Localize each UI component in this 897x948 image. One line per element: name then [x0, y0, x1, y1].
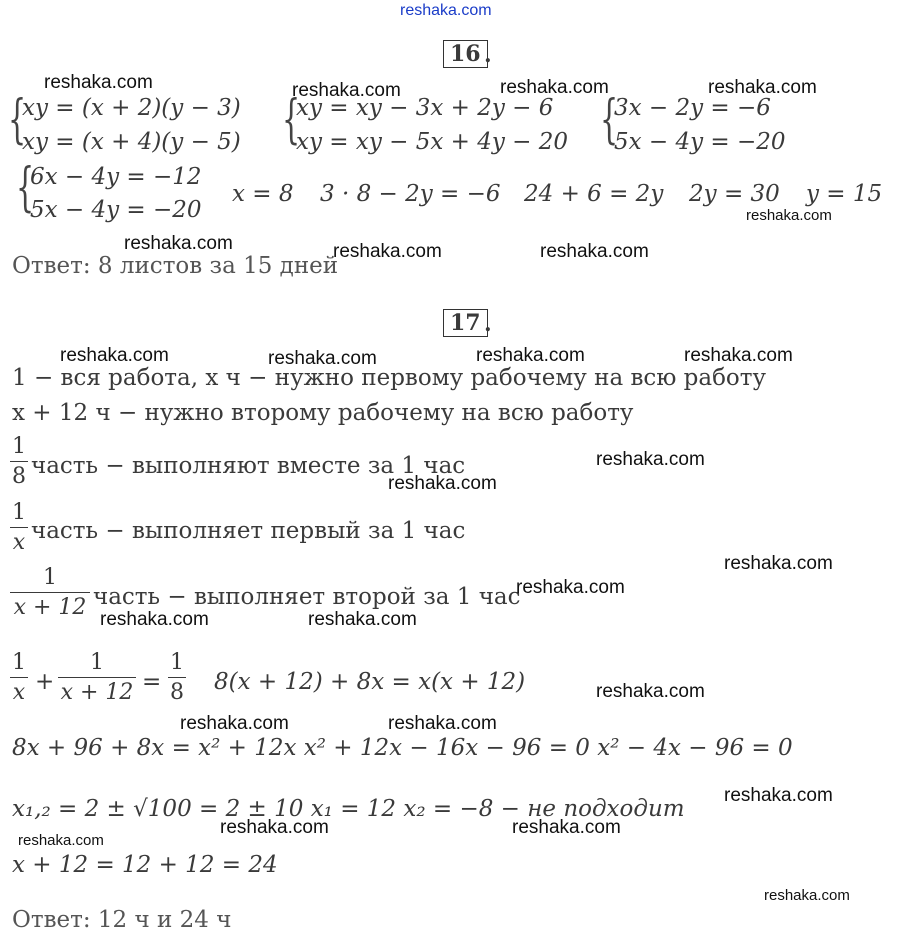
- watermark: reshaka.com: [500, 77, 609, 98]
- line-definitions: 1 − вся работа, x ч − нужно первому рабочему на всю работу: [12, 365, 767, 391]
- line-second-worker: x + 12 ч − нужно второму рабочему на всю работу: [12, 400, 634, 426]
- watermark: reshaka.com: [540, 241, 649, 262]
- watermark: reshaka.com: [18, 832, 104, 849]
- watermark: reshaka.com: [60, 345, 169, 366]
- problem-16-dot: .: [484, 42, 492, 68]
- watermark: reshaka.com: [724, 785, 833, 806]
- watermark: reshaka.com: [724, 553, 833, 574]
- brace: {: [282, 90, 301, 150]
- watermark-top[interactable]: reshaka.com: [400, 2, 492, 19]
- watermark: reshaka.com: [512, 817, 621, 838]
- line-together: часть − выполняют вместе за 1 час: [31, 453, 466, 479]
- line-first-worker: часть − выполняет первый за 1 час: [31, 518, 466, 544]
- system1-line2: xy = (x + 4)(y − 5): [22, 129, 241, 155]
- watermark: reshaka.com: [684, 345, 793, 366]
- eq-fraction-1-x-plus-12: 1 x + 12: [58, 650, 136, 705]
- answer-17: Ответ: 12 ч и 24 ч: [12, 907, 232, 933]
- system2-line2: xy = xy − 5x + 4y − 20: [296, 129, 569, 155]
- system4-line2: 5x − 4y = −20: [30, 197, 202, 223]
- system1-line1: xy = (x + 2)(y − 3): [22, 95, 241, 121]
- watermark: reshaka.com: [388, 473, 497, 494]
- line-roots: x₁,₂ = 2 ± √100 = 2 ± 10 x₁ = 12 x₂ = −8 − не подходит: [12, 796, 685, 822]
- fraction-1-x: 1 x: [12, 500, 26, 555]
- eq-fraction-1-8: 1 8: [170, 650, 184, 705]
- system3-line1: 3x − 2y = −6: [614, 95, 771, 121]
- brace: {: [16, 158, 35, 218]
- watermark: reshaka.com: [764, 887, 850, 904]
- step-x: x = 8: [232, 181, 294, 207]
- watermark: reshaka.com: [268, 348, 377, 369]
- eq-plus: +: [35, 669, 55, 695]
- watermark: reshaka.com: [708, 77, 817, 98]
- watermark: reshaka.com: [596, 449, 705, 470]
- step-2y: 2y = 30: [689, 181, 780, 207]
- answer-16: Ответ: 8 листов за 15 дней: [12, 253, 339, 279]
- step-sum: 24 + 6 = 2y: [524, 181, 664, 207]
- watermark: reshaka.com: [516, 577, 625, 598]
- watermark: reshaka.com: [292, 80, 401, 101]
- system2-line1: xy = xy − 3x + 2y − 6: [296, 95, 554, 121]
- line-second-time: x + 12 = 12 + 12 = 24: [12, 852, 278, 878]
- system4-line1: 6x − 4y = −12: [30, 164, 202, 190]
- brace: {: [600, 90, 619, 150]
- watermark: reshaka.com: [44, 72, 153, 93]
- watermark: reshaka.com: [220, 817, 329, 838]
- fraction-1-8: 1 8: [12, 434, 26, 489]
- brace: {: [8, 90, 27, 150]
- eq-equals: =: [142, 669, 162, 695]
- watermark: reshaka.com: [124, 233, 233, 254]
- watermark: reshaka.com: [308, 609, 417, 630]
- watermark: reshaka.com: [746, 207, 832, 224]
- system3-line2: 5x − 4y = −20: [614, 129, 786, 155]
- line-quadratic: 8x + 96 + 8x = x² + 12x x² + 12x − 16x − 96 = 0 x² − 4x − 96 = 0: [12, 735, 793, 761]
- problem-17-number: 17: [443, 309, 488, 337]
- line-second-rate: часть − выполняет второй за 1 час: [93, 584, 521, 610]
- watermark: reshaka.com: [333, 241, 442, 262]
- watermark: reshaka.com: [388, 713, 497, 734]
- watermark: reshaka.com: [596, 681, 705, 702]
- fraction-1-x-plus-12: 1 x + 12: [10, 565, 90, 620]
- eq-expanded: 8(x + 12) + 8x = x(x + 12): [214, 669, 526, 695]
- problem-16-number: 16: [443, 40, 488, 68]
- watermark: reshaka.com: [180, 713, 289, 734]
- step-substitution: 3 · 8 − 2y = −6: [320, 181, 501, 207]
- watermark: reshaka.com: [100, 609, 209, 630]
- watermark: reshaka.com: [476, 345, 585, 366]
- problem-17-dot: .: [484, 311, 492, 337]
- step-y: y = 15: [806, 181, 883, 207]
- eq-fraction-1-x: 1 x: [12, 650, 26, 705]
